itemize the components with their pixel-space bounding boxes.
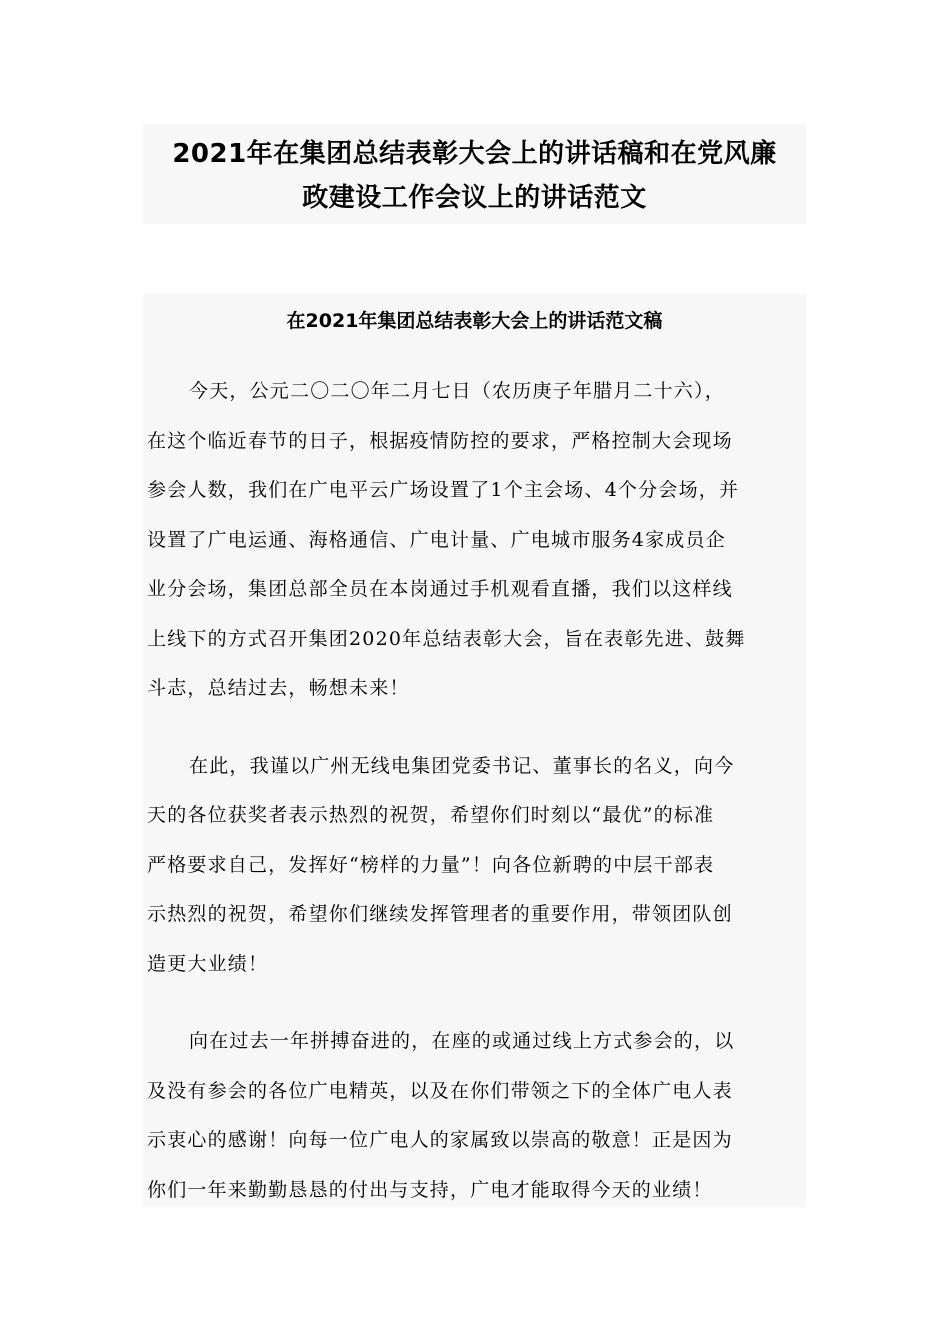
paragraph-line: 造更大业绩！	[147, 952, 269, 975]
paragraph-2	[143, 742, 806, 990]
paragraph-line: 示衷心的感谢！向每一位广电人的家属致以崇高的敬意！正是因为	[147, 1129, 733, 1151]
paragraph-line: 及没有参会的各位广电精英，以及在你们带领之下的全体广电人表	[147, 1079, 733, 1102]
paragraph-3	[143, 1017, 806, 1215]
paragraph-line: 严格要求自己，发挥好“榜样的力量”！向各位新聘的中层干部表	[147, 853, 715, 876]
paragraph-line: 斗志，总结过去，畅想未来！	[147, 677, 410, 699]
paragraph-1	[143, 367, 806, 714]
paragraph-line: 示热烈的祝贺，希望你们继续发挥管理者的重要作用，带领团队创	[147, 903, 733, 925]
document-title-line-2: 政建设工作会议上的讲话范文	[302, 183, 647, 213]
document-body	[143, 293, 806, 1207]
paragraph-line: 在这个临近春节的日子，根据疫情防控的要求，严格控制大会现场	[147, 429, 733, 452]
paragraph-line: 天的各位获奖者表示热烈的祝贺，希望你们时刻以“最优”的标准	[147, 804, 715, 826]
paragraph-line: 今天，公元二〇二〇年二月七日（农历庚子年腊月二十六），	[189, 380, 725, 402]
paragraph-line: 设置了广电运通、海格通信、广电计量、广电城市服务4家成员企	[147, 528, 726, 551]
document-title-block	[143, 124, 806, 224]
paragraph-line: 在此，我谨以广州无线电集团党委书记、董事长的名义，向今	[189, 754, 735, 777]
paragraph-line: 你们一年来勤勤恳恳的付出与支持，广电才能取得今天的业绩！	[147, 1178, 713, 1201]
paragraph-line: 上线下的方式召开集团2020年总结表彰大会，旨在表彰先进、鼓舞	[147, 627, 746, 650]
paragraph-line: 向在过去一年拼搏奋进的，在座的或通过线上方式参会的，以	[189, 1030, 735, 1052]
section-subtitle: 在2021年集团总结表彰大会上的讲话范文稿	[286, 310, 663, 332]
document-title-line-1: 2021年在集团总结表彰大会上的讲话稿和在党风廉	[172, 139, 777, 169]
paragraph-line: 参会人数，我们在广电平云广场设置了1个主会场、4个分会场，并	[147, 479, 740, 501]
paragraph-line: 业分会场，集团总部全员在本岗通过手机观看直播，我们以这样线	[147, 578, 733, 600]
